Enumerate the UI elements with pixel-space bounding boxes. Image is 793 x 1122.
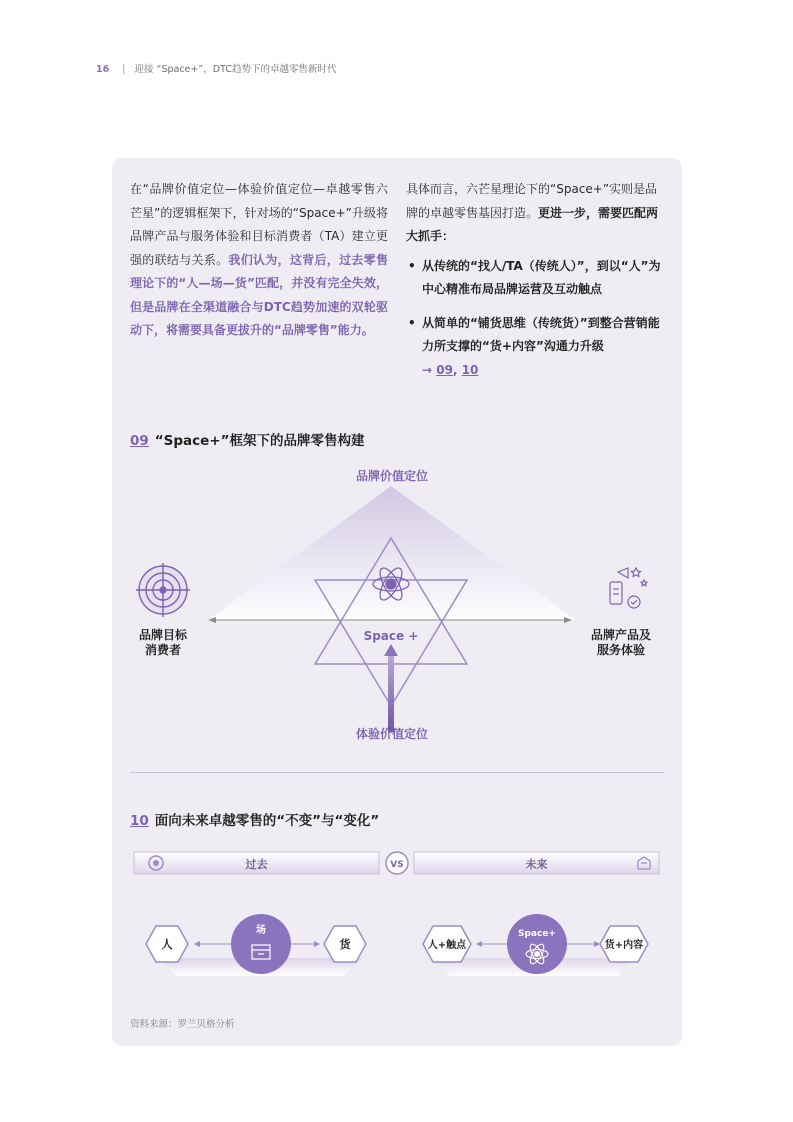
- bullet-list: [406, 255, 664, 359]
- bullet-item: • 从传统的“找人/TA（传统人）”，到以“人”为中心精准布局品牌运营及互动触点: [406, 255, 664, 302]
- future-person-label: 人+触点: [427, 940, 467, 951]
- bullet-item: • 从简单的“铺货思维（传统货）”到整合营销能力所支撑的“货+内容”沟通力升级: [406, 312, 664, 359]
- future-space-circle: [507, 914, 567, 974]
- figure-10-title: [130, 809, 379, 829]
- past-future-comparison-diagram: [112, 848, 682, 1018]
- experience-arrowhead: [384, 644, 398, 656]
- intro-left-text: 在“品牌价值定位—体验价值定位—卓越零售六芒星”的逻辑框架下，针对场的“Space+”升级将品牌产品与服务体验和目标消费者（TA）建立更强的联结与关系。: [130, 182, 388, 267]
- target-consumer-label: 品牌目标 消费者: [138, 628, 187, 657]
- product-service-label: 品牌产品及 服务体验: [590, 628, 651, 657]
- figure-09-number: 09: [130, 433, 149, 449]
- future-space-label: Space+: [518, 929, 556, 939]
- experience-arrow-shaft: [388, 654, 394, 732]
- intro-right-bold: 更进一步，需要匹配两大抓手：: [406, 205, 659, 243]
- intro-left-column: [130, 178, 388, 343]
- figure-link-10[interactable]: 10: [461, 362, 479, 377]
- content-card: [112, 158, 682, 1046]
- brand-value-label: 品牌价值定位: [355, 469, 428, 483]
- figure-10-number: 10: [130, 813, 149, 829]
- vs-text: VS: [390, 860, 404, 870]
- page-number: 16: [96, 64, 110, 75]
- experience-value-label: 体验价值定位: [355, 727, 428, 741]
- page-header: [96, 61, 336, 75]
- figure-09-title: [130, 429, 365, 449]
- intro-left-highlight: 我们认为，这背后，过去零售理论下的“人—场—货”匹配，并没有完全失效，但是品牌在全渠道融合与DTC趋势加速的双轮驱动下，将需要具备更拔升的“品牌零售”能力。: [130, 252, 388, 337]
- source-note: 资料来源：罗兰贝格分析: [130, 1019, 235, 1030]
- section-divider: [130, 772, 664, 773]
- figure-10-caption: 面向未来卓越零售的“不变”与“变化”: [154, 813, 380, 829]
- product-service-icon: [610, 568, 647, 608]
- intro-right-column: [406, 178, 664, 382]
- past-goods-label: 货: [339, 938, 351, 951]
- past-label: 过去: [245, 858, 268, 871]
- ref-comma: ,: [452, 362, 458, 377]
- future-goods-label: 货+内容: [604, 940, 644, 951]
- target-consumer-icon: [136, 563, 190, 617]
- header-separator: |: [122, 64, 126, 75]
- figure-link-09[interactable]: 09: [436, 362, 453, 377]
- space-plus-center-label: Space +: [363, 629, 419, 643]
- header-title: 迎接 “Space+”，DTC趋势下的卓越零售新时代: [134, 64, 337, 75]
- brand-value-pyramid: [208, 486, 576, 620]
- past-person-label: 人: [161, 938, 173, 951]
- past-space-circle: [231, 914, 291, 974]
- figure-reference: [406, 359, 664, 383]
- future-label: 未来: [525, 858, 548, 871]
- intro-right-text: 具体而言，六芒星理论下的“Space+”实则是品牌的卓越零售基因打造。: [406, 182, 658, 220]
- figure-09-caption: “Space+”框架下的品牌零售构建: [154, 433, 365, 449]
- arrow-icon: →: [422, 362, 433, 377]
- past-space-label: 场: [256, 925, 266, 936]
